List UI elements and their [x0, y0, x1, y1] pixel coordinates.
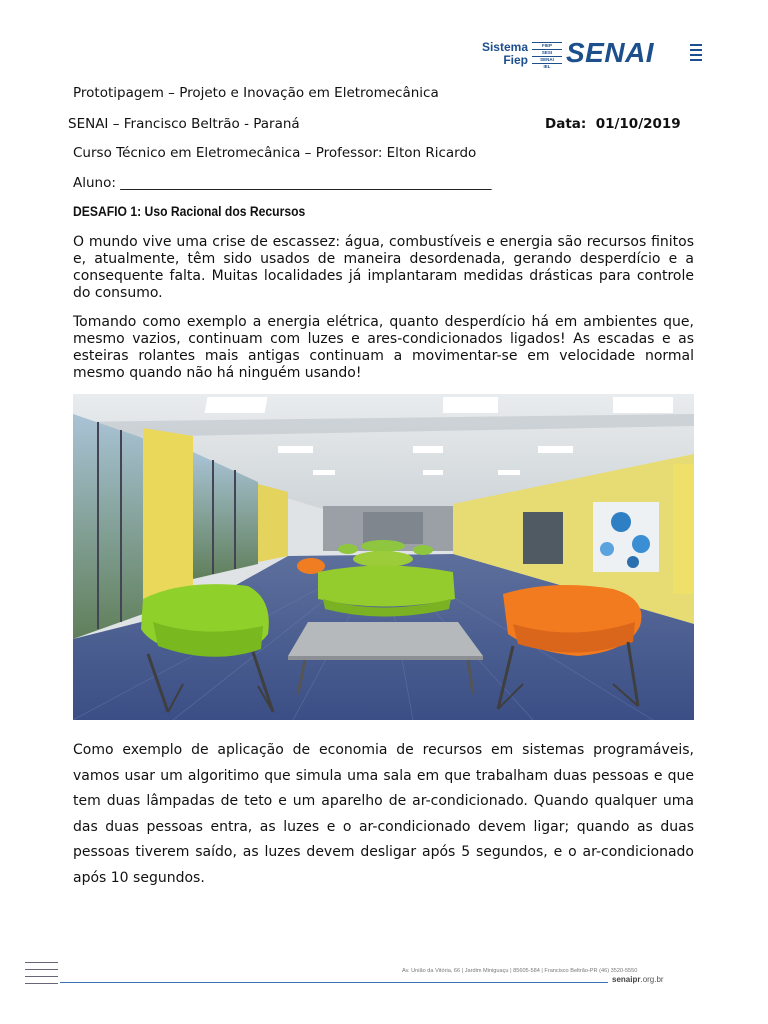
date-label: Data: — [545, 116, 587, 132]
footer-website: senaipr.org.br — [612, 975, 664, 984]
school-location: SENAI – Francisco Beltrão - Paraná — [68, 116, 300, 132]
footer-rule — [60, 982, 608, 983]
paragraph-algorithm-description: Como exemplo de aplicação de economia de recursos em sistemas programáveis, vamos usar um algoritimo que simula uma sala em que trabalham duas pessoas e que tem duas lâmpadas de teto e um aparelho de ar-condicionado. Quando qualquer uma das duas pessoas entra, as luzes e o ar-condicionado devem ligar; quando as duas pessoas tiverem saído, as luzes devem desligar após 5 segundos, e o ar-condicionado após 10 segundos. — [73, 742, 694, 886]
course-professor-line: Curso Técnico em Eletromecânica – Professor: Elton Ricardo — [73, 145, 477, 161]
course-module-title: Prototipagem – Projeto e Inovação em Eletromecânica — [73, 85, 439, 101]
paragraph-scarcity: O mundo vive uma crise de escassez: água, combustíveis e energia são recursos finitos e, atualmente, têm sido usados de maneira desordenada, gerando desperdício e a consequente falta. Muitas localidades já implantaram medidas drásticas para controle do consumo. — [73, 234, 694, 301]
challenge-title: DESAFIO 1: Uso Racional dos Recursos — [73, 204, 306, 219]
logo-sistema-fiep-text: Sistema Fiep — [481, 40, 528, 67]
footer-address: Av. União da Vitória, 66 | Jardim Miniguaçu | 85605-584 | Francisco Beltrão-PR (46) 3520-5550 — [402, 968, 638, 974]
sistema-fiep-senai-logo — [474, 37, 704, 72]
date-line — [545, 115, 681, 133]
empty-lounge-photo — [73, 394, 694, 720]
logo-entity-list: FIEP SESI SENAI IEL — [532, 42, 562, 68]
logo-senai-wordmark: SENAI — [566, 37, 655, 68]
student-name-line: Aluno: _______________________________________________________ — [73, 175, 492, 191]
footer-lines-icon — [25, 962, 58, 990]
logo-bars-icon — [690, 44, 702, 64]
date-value: 01/10/2019 — [595, 116, 681, 132]
paragraph-energy-waste: Tomando como exemplo a energia elétrica, quanto desperdício há em ambientes que, mesmo vazios, continuam com luzes e ares-condicionados ligados! As escadas e as esteiras rolantes mais antigas continuam a movimentar-se em velocidade normal mesmo quando não há ninguém usando! — [73, 314, 694, 381]
